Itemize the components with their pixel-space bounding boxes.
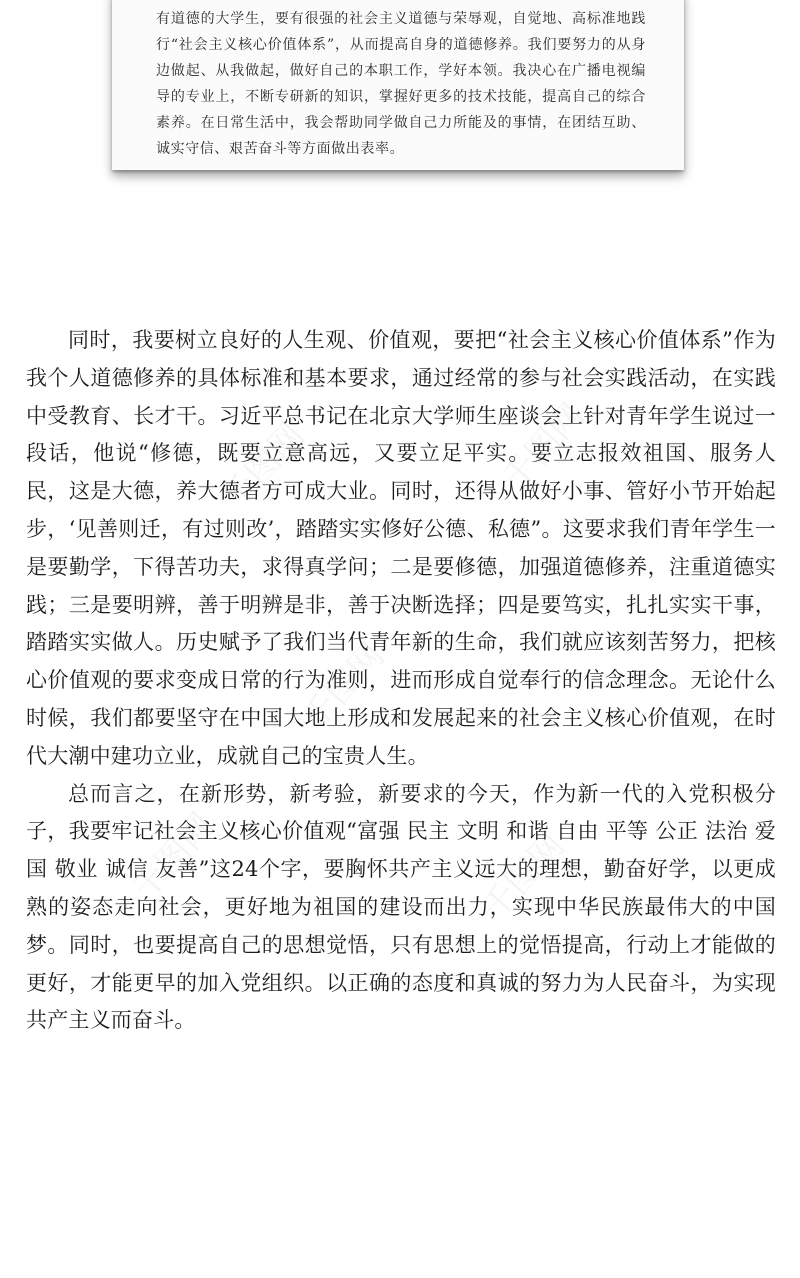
watermark: 千图网 [474, 825, 573, 929]
watermark: 千图网 [124, 805, 223, 909]
watermark: 千图网 [494, 395, 593, 499]
body-paragraph: 总而言之，在新形势，新考验，新要求的今天，作为新一代的入党积极分子，我要牢记社会主义核心价值观“富强 民主 文明 和谐 自由 平等 公正 法治 爱国 敬业 诚信 友善”这24个字，要胸怀共产主义远大的理想，勤奋好学，以更成熟的姿态走向社会，更好地为祖国的建设而出力，实现中华民族最伟大的中国梦。同时，也要提高自己的思想觉悟，只有思想上的觉悟提高，行动上才能做的更好，才能更早的加入党组织。以正确的态度和真诚的努力为人民奋斗，为实现共产主义而奋斗。 [26, 781, 776, 1033]
watermark: 千图网 [294, 635, 393, 739]
document-body [26, 322, 776, 1040]
watermark: 千图网 [214, 415, 313, 519]
paper-card-text: 有道德的大学生，要有很强的社会主义道德与荣辱观，自觉地、高标准地践行“社会主义核心价值体系”，从而提高自身的道德修养。我们要努力的从身边做起、从我做起，做好自己的本职工作，学好本领。我决心在广播电视编导的专业上，不断专研新的知识，掌握好更多的技术技能，提高自己的综合素养。在日常生活中，我会帮助同学做自己力所能及的事情，在团结互助、诚实守信、艰苦奋斗等方面做出表率。 [156, 11, 646, 157]
body-paragraph: 同时，我要树立良好的人生观、价值观，要把“社会主义核心价值体系”作为我个人道德修养的具体标准和基本要求，通过经常的参与社会实践活动，在实践中受教育、长才干。习近平总书记在北京大学师生座谈会上针对青年学生说过一段话，他说“修德，既要立意高远，又要立足平实。要立志报效祖国、服务人民，这是大德，养大德者方可成大业。同时，还得从做好小事、管好小节开始起步，‘见善则迁，有过则改’，踏踏实实修好公德、私德”。这要求我们青年学生一是要勤学，下得苦功夫，求得真学问；二是要修德，加强道德修养，注重道德实践；三是要明辨，善于明辨是非，善于决断选择；四是要笃实，扎扎实实干事，踏踏实实做人。历史赋予了我们当代青年新的生命，我们就应该刻苦努力，把核心价值观的要求变成日常的行为准则，进而形成自觉奉行的信念理念。无论什么时候，我们都要坚守在中国大地上形成和发展起来的社会主义核心价值观，在时代大潮中建功立业，成就自己的宝贵人生。 [26, 328, 776, 768]
paper-card [112, 0, 684, 170]
